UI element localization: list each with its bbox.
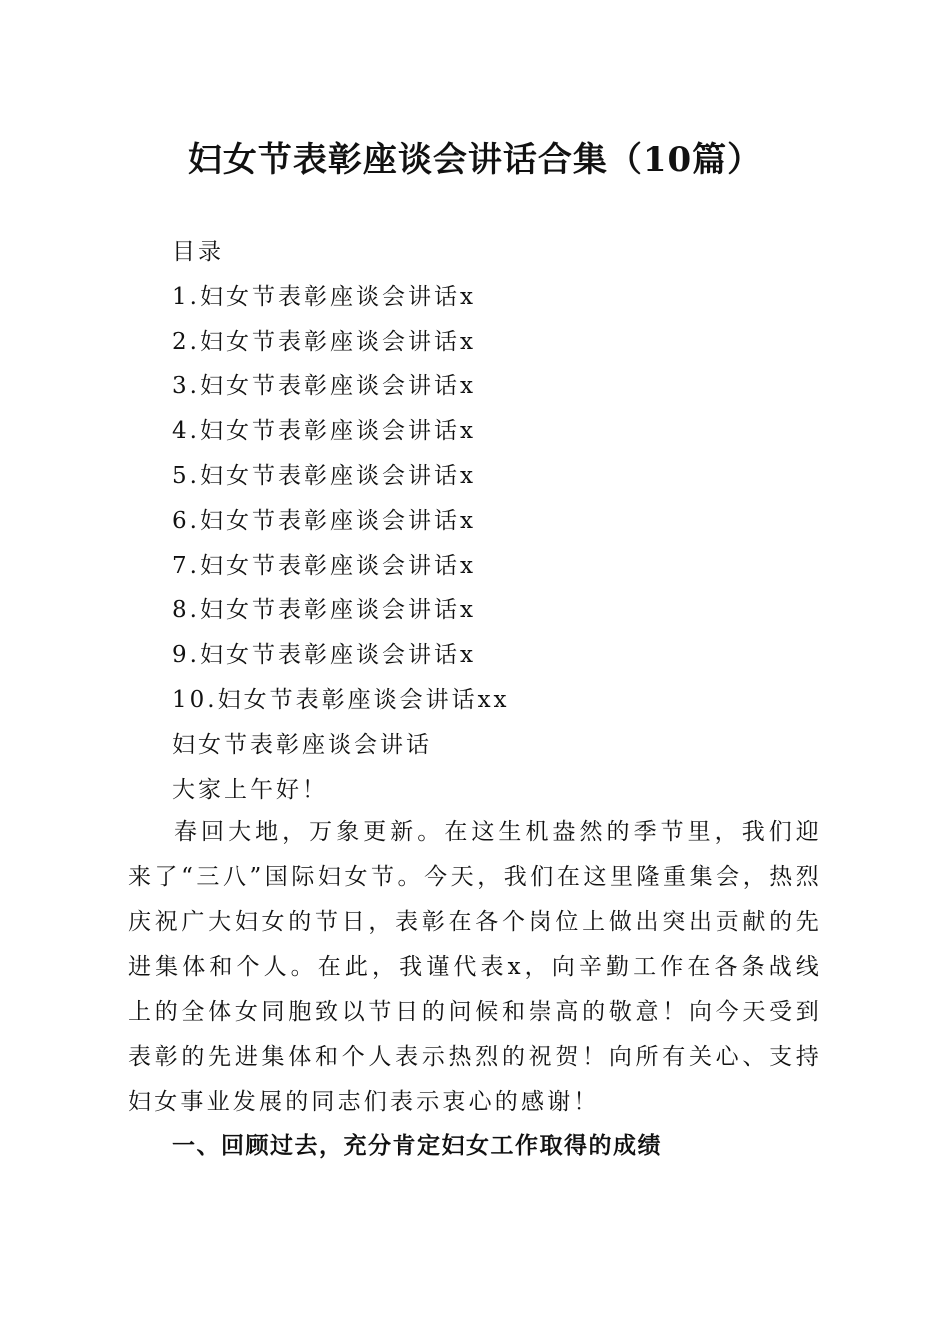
toc-item: 4.妇女节表彰座谈会讲话x (172, 418, 476, 445)
toc-item: 10.妇女节表彰座谈会讲话xx (172, 686, 510, 713)
table-of-contents (172, 230, 832, 812)
toc-label: 目录 (172, 239, 224, 265)
toc-item: 2.妇女节表彰座谈会讲话x (172, 328, 476, 355)
toc-item: 9.妇女节表彰座谈会讲话x (172, 642, 476, 669)
body-text (128, 810, 822, 1125)
toc-item: 3.妇女节表彰座谈会讲话x (172, 373, 476, 400)
toc-item: 5.妇女节表彰座谈会讲话x (172, 462, 476, 489)
toc-item: 7.妇女节表彰座谈会讲话x (172, 552, 476, 579)
section-heading: 一、回顾过去，充分肯定妇女工作取得的成绩 (172, 1133, 662, 1159)
document-title: 妇女节表彰座谈会讲话合集（10篇） (187, 140, 763, 180)
toc-item: 1.妇女节表彰座谈会讲话x (172, 283, 476, 310)
toc-item: 8.妇女节表彰座谈会讲话x (172, 597, 476, 624)
toc-item: 6.妇女节表彰座谈会讲话x (172, 507, 476, 534)
greeting: 大家上午好！ (172, 776, 328, 803)
speech-title: 妇女节表彰座谈会讲话 (172, 731, 432, 758)
body-paragraph: 春回大地，万象更新。在这生机盎然的季节里，我们迎来了“三八”国际妇女节。今天，我们在这里隆重集会，热烈庆祝广大妇女的节日，表彰在各个岗位上做出突出贡献的先进集体和个人。在此，我谨代表x，向辛勤工作在各条战线上的全体女同胞致以节日的问候和崇高的敬意！向今天受到表彰的先进集体和个人表示热烈的祝贺！向所有关心、支持妇女事业发展的同志们表示衷心的感谢！ (128, 819, 822, 1115)
